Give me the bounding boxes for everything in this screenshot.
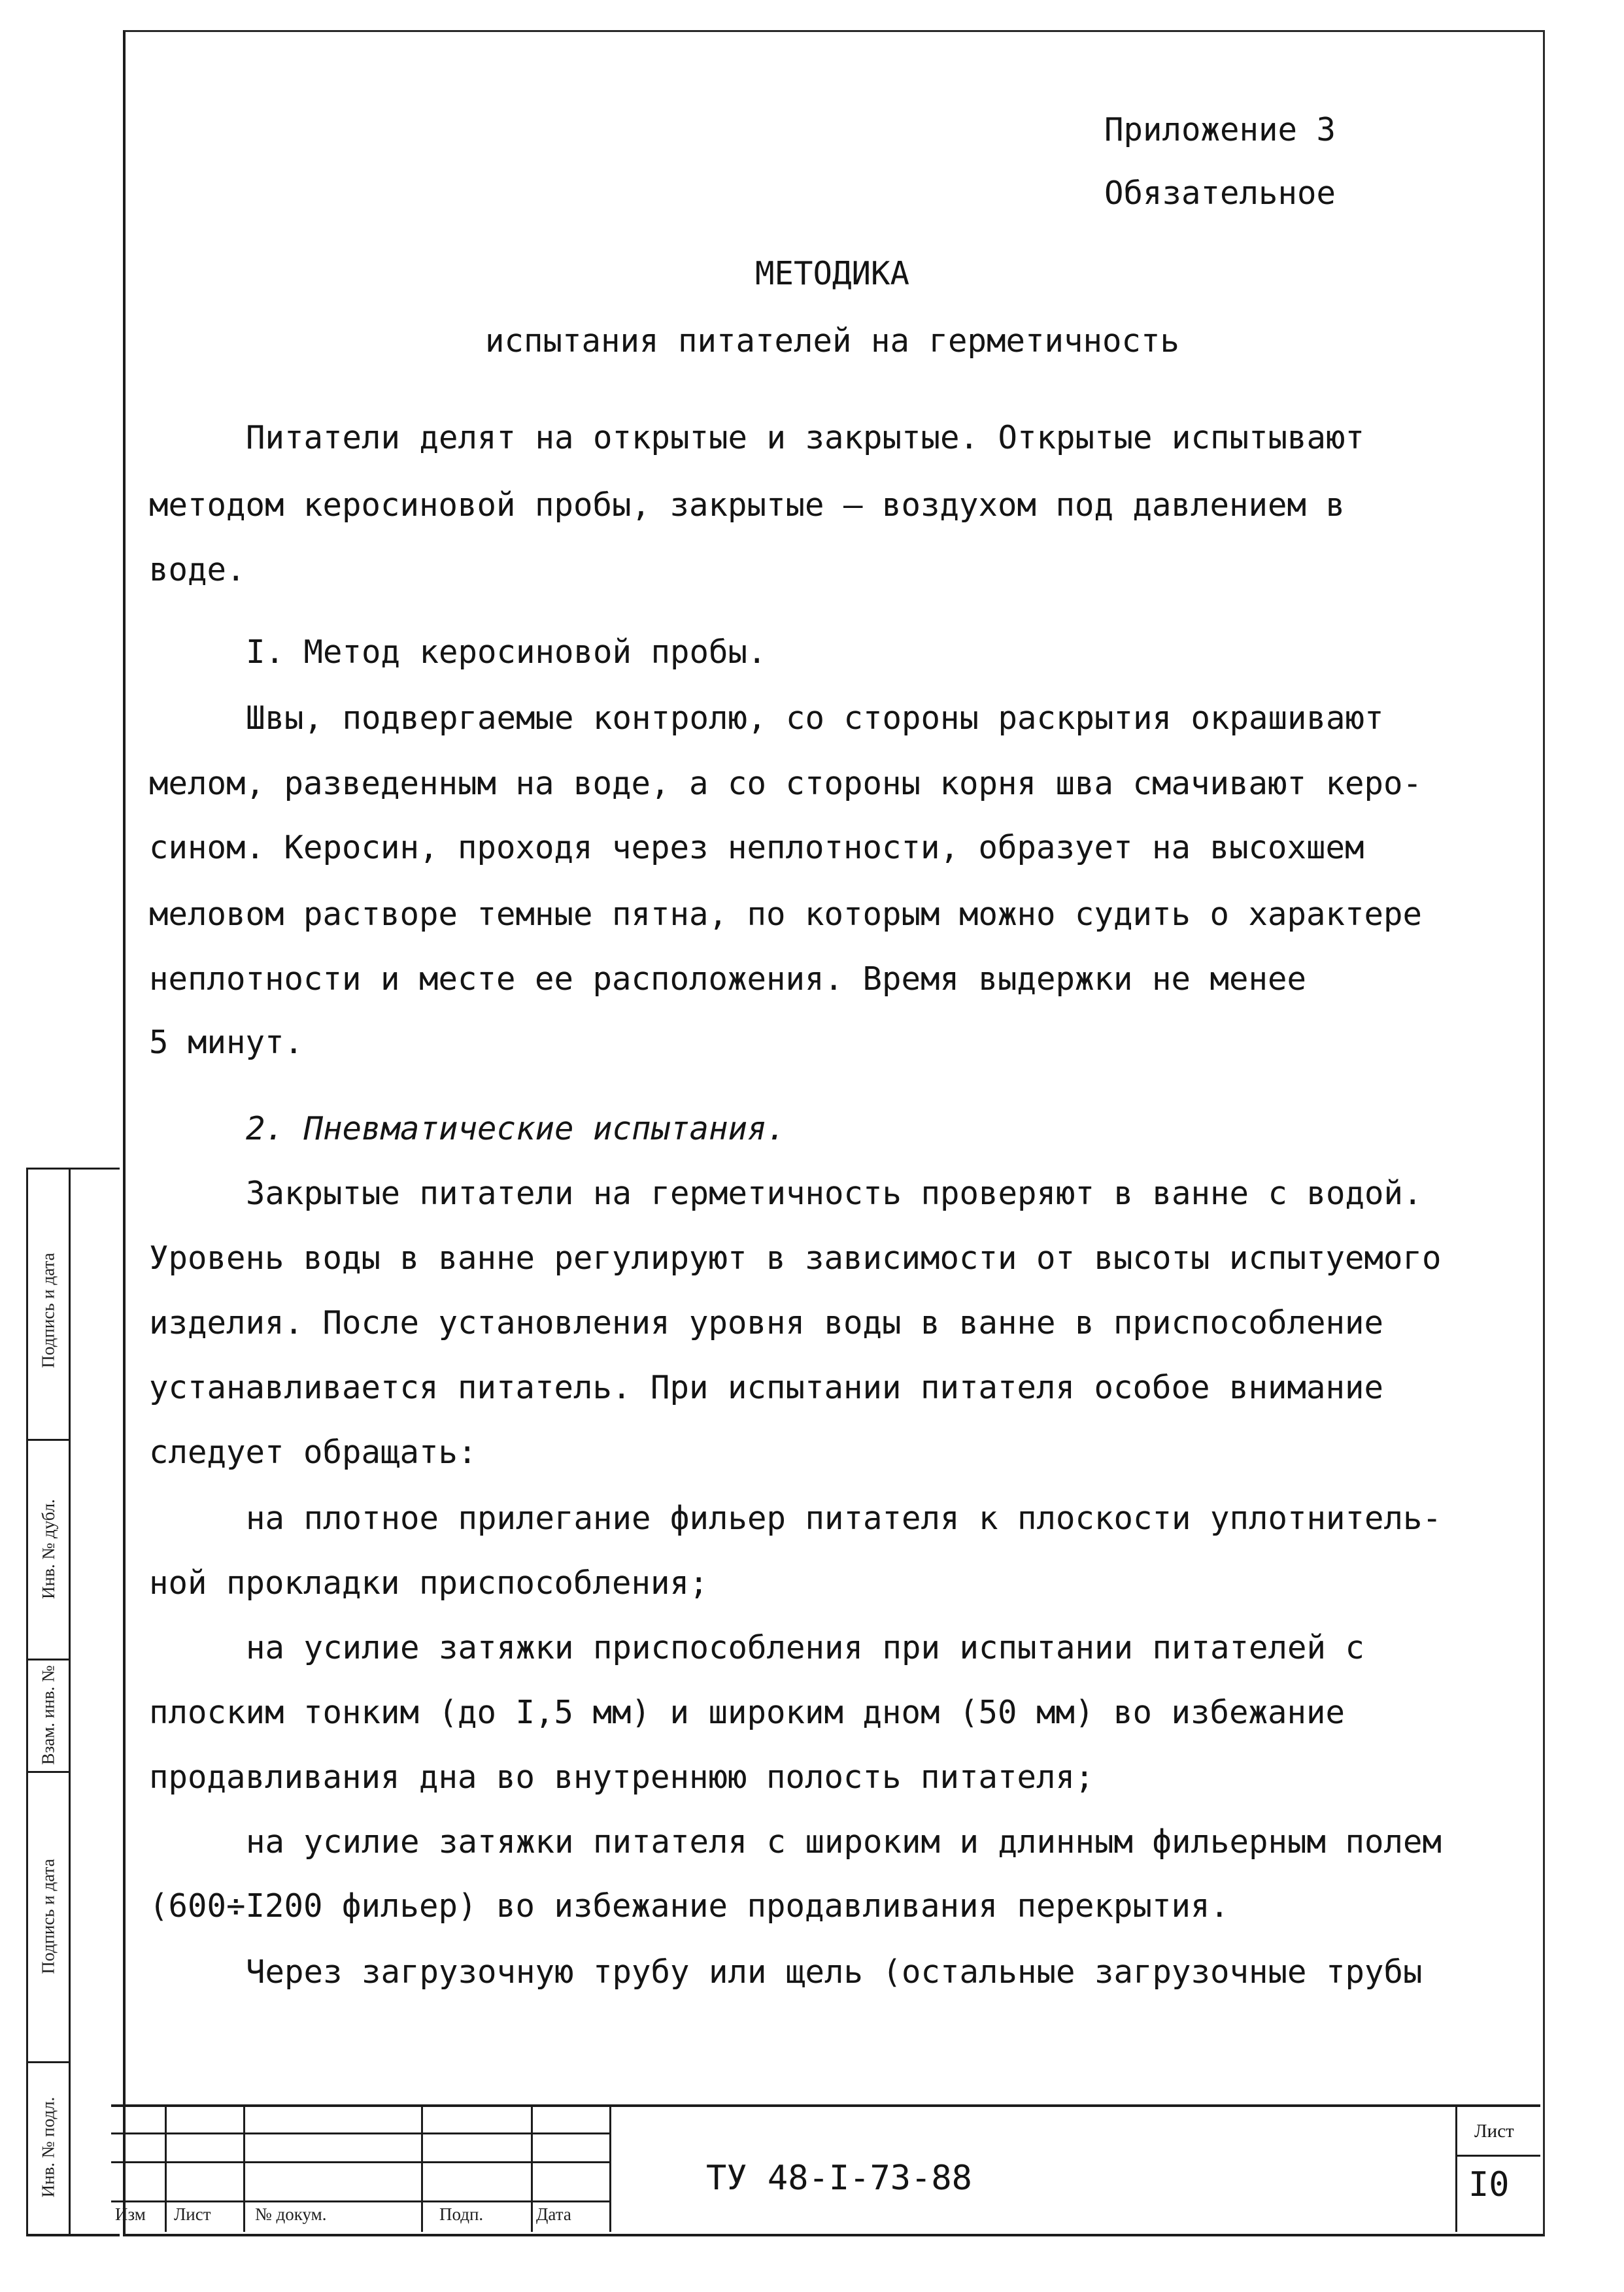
- sheet-box-line: [1455, 2155, 1540, 2157]
- body-line: следует обращать:: [149, 1434, 477, 1471]
- body-line: методом керосиновой пробы, закрытые – воздухом под давлением в: [149, 486, 1345, 524]
- body-line: ной прокладки приспособления;: [149, 1564, 709, 1602]
- title-block-row-line: [111, 2132, 609, 2134]
- body-line: плоским тонким (до I,5 мм) и широким дном (50 мм) во избежание: [149, 1694, 1345, 1731]
- title-block-divider: [421, 2104, 423, 2232]
- document-subtitle: испытания питателей на герметичность: [484, 322, 1180, 360]
- strip-label-dup-inv: Инв. № дубл.: [38, 1498, 58, 1599]
- body-line: устанавливается питатель. При испытании питателя особое внимание: [149, 1369, 1384, 1406]
- body-line: мелом, разведенным на воде, а со стороны корня шва смачивают керо-: [149, 765, 1423, 802]
- label-date: Дата: [536, 2204, 571, 2224]
- title-block-divider: [531, 2104, 533, 2232]
- title-block-divider: [243, 2104, 245, 2232]
- strip-column: [69, 1170, 71, 2234]
- title-block-divider: [165, 2104, 167, 2232]
- body-line: Уровень воды в ванне регулируют в зависимости от высоты испытуемого: [149, 1239, 1442, 1277]
- title-block-row-line: [111, 2161, 609, 2163]
- title-block-row-line: [111, 2200, 609, 2202]
- body-line: Через загрузочную трубу или щель (остальные загрузочные трубы: [246, 1953, 1423, 1991]
- appendix-label: Приложение 3: [1104, 111, 1336, 148]
- body-line: воде.: [149, 551, 246, 588]
- strip-label-signature-date-2: Подпись и дата: [38, 1858, 58, 1974]
- document-title: МЕТОДИКА: [754, 255, 909, 292]
- body-line: на плотное прилегание фильер питателя к плоскости уплотнитель-: [246, 1500, 1442, 1537]
- body-line: неплотности и месте ее расположения. Время выдержки не менее: [149, 960, 1307, 998]
- label-doc-number: № докум.: [255, 2204, 327, 2224]
- body-line: Швы, подвергаемые контролю, со стороны раскрытия окрашивают: [246, 699, 1384, 737]
- body-line: Закрытые питатели на герметичность проверяют в ванне с водой.: [246, 1175, 1423, 1212]
- body-line: (600÷I200 фильер) во избежание продавливания перекрытия.: [149, 1887, 1230, 1925]
- body-line: на усилие затяжки приспособления при испытании питателей с: [246, 1629, 1365, 1666]
- strip-label-orig-inv: Инв. № подл.: [38, 2097, 58, 2197]
- label-izm: Изм: [115, 2204, 146, 2224]
- document-code: ТУ 48-I-73-88: [706, 2159, 972, 2198]
- body-line: меловом растворе темные пятна, по которым можно судить о характере: [149, 896, 1423, 933]
- section-heading: I. Метод керосиновой пробы.: [246, 633, 767, 671]
- label-list: Лист: [174, 2204, 211, 2224]
- body-line: изделия. После установления уровня воды в ванне в приспособление: [149, 1304, 1384, 1341]
- title-block-divider: [1455, 2104, 1457, 2232]
- body-line: 5 минут.: [149, 1024, 304, 1061]
- section-heading: 2. Пневматические испытания.: [246, 1110, 787, 1147]
- binding-strip: [26, 1168, 120, 2236]
- strip-label-replace-inv: Взам. инв. №: [38, 1664, 58, 1765]
- body-line: сином. Керосин, проходя через неплотности, образует на высохшем: [149, 829, 1364, 866]
- sheet-number: I0: [1468, 2165, 1510, 2204]
- title-block-top-line: [111, 2104, 1540, 2107]
- sheet-label: Лист: [1474, 2121, 1514, 2142]
- body-line: продавливания дна во внутреннюю полость питателя;: [149, 1759, 1094, 1796]
- appendix-status: Обязательное: [1104, 175, 1336, 212]
- body-line: на усилие затяжки питателя с широким и длинным фильерным полем: [246, 1823, 1442, 1861]
- strip-label-signature-date: Подпись и дата: [38, 1252, 58, 1368]
- label-signature: Подп.: [439, 2204, 484, 2224]
- body-line: Питатели делят на открытые и закрытые. Открытые испытывают: [246, 419, 1365, 456]
- title-block-divider: [609, 2104, 611, 2232]
